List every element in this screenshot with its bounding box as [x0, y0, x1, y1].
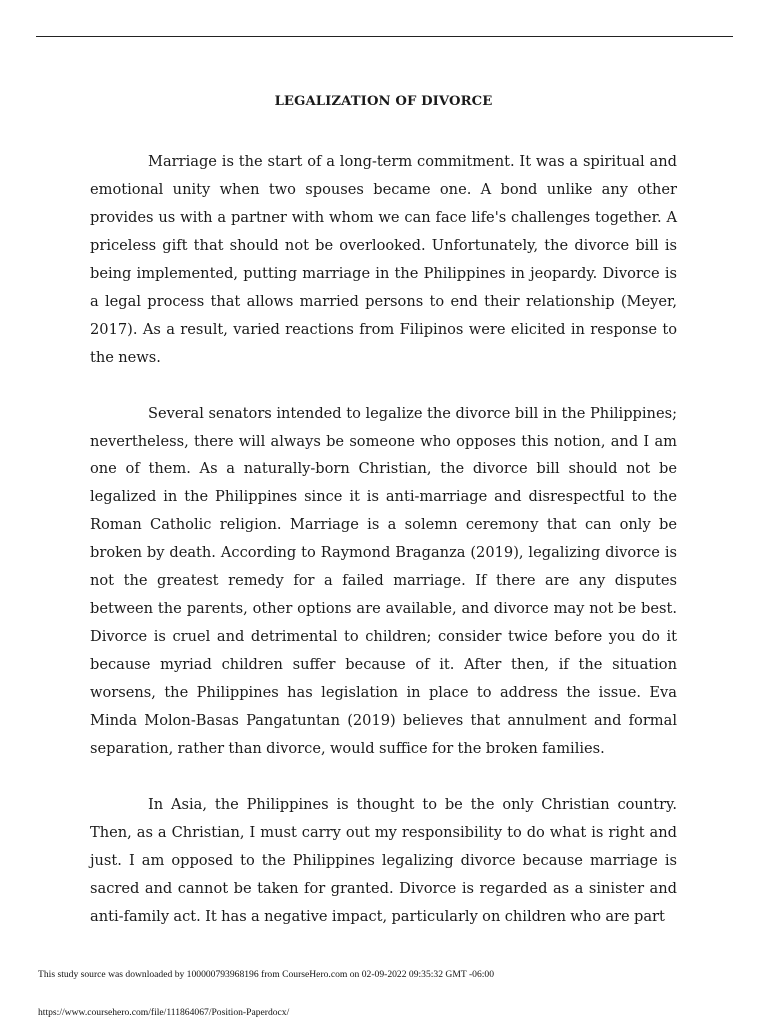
paragraph-3: In Asia, the Philippines is thought to be the only Christian country. Then, as a Christian, I must carry out my responsibility to do what is right and just. I am opposed to the Philippines legalizing divorce because marriage is sacred and cannot be taken for granted. Divorce is regarded as a sinister and anti-family act. It has a negative impact, particularly on children who are part — [90, 795, 677, 925]
download-source-notice: This study source was downloaded by 100000793968196 from CourseHero.com on 02-09-2022 09:35:32 GMT -06:00 — [38, 969, 495, 980]
header-rule — [36, 36, 733, 37]
document-body — [90, 92, 677, 959]
paragraph-2: Several senators intended to legalize the divorce bill in the Philippines; nevertheless, there will always be someone who opposes this notion, and I am one of them. As a naturally-born Christian, the divorce bill should not be legalized in the Philippines since it is anti-marriage and disrespectful to the Roman Catholic religion. Marriage is a solemn ceremony that can only be broken by death. According to Raymond Braganza (2019), legalizing divorce is not the greatest remedy for a failed marriage. If there are any disputes between the parents, other options are available, and divorce may not be best. Divorce is cruel and detrimental to children; consider twice before you do it because myriad children suffer because of it. After then, if the situation worsens, the Philippines has legislation in place to address the issue. Eva Minda Molon-Basas Pangatuntan (2019) believes that annulment and formal separation, rather than divorce, would suffice for the broken families. — [90, 404, 677, 757]
document-title: LEGALIZATION OF DIVORCE — [274, 94, 493, 109]
source-url-link[interactable]: https://www.coursehero.com/file/111864067/Position-Paperdocx/ — [38, 1007, 290, 1018]
paragraph-1: Marriage is the start of a long-term commitment. It was a spiritual and emotional unity when two spouses became one. A bond unlike any other provides us with a partner with whom we can face life's challenges together. A priceless gift that should not be overlooked. Unfortunately, the divorce bill is being implemented, putting marriage in the Philippines in jeopardy. Divorce is a legal process that allows married persons to end their relationship (Meyer, 2017). As a result, varied reactions from Filipinos were elicited in response to the news. — [90, 153, 677, 366]
